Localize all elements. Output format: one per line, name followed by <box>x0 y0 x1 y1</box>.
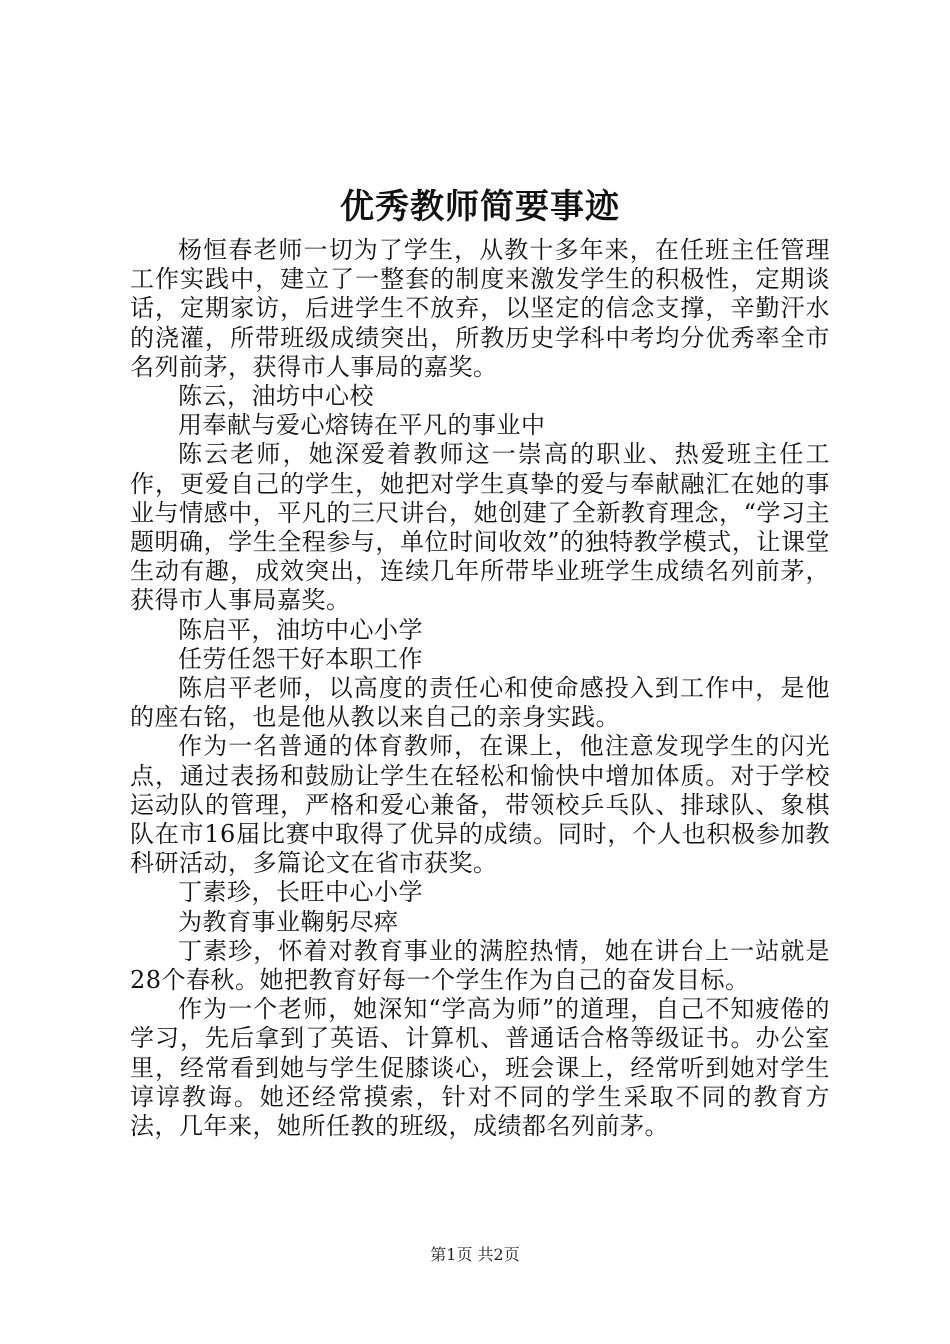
teacher-name-chen-yun: 陈云，油坊中心校 <box>178 382 374 411</box>
teacher-name-chen-qiping: 陈启平，油坊中心小学 <box>178 615 423 644</box>
section-heading-ding-suzhen: 为教育事业鞠躬尽瘁 <box>178 907 399 936</box>
paragraph-chen-yun: 陈云老师，她深爱着教师这一崇高的职业、热爱班主任工作，更爱自己的学生，她把对学生真挚的爱与奉献融汇在她的事业与情感中，平凡的三尺讲台，她创建了全新教育理念，“学习主题明确，学生全程参与，单位时间收效”的独特教学模式，让课堂生动有趣，成效突出，连续几年所带毕业班学生成绩名列前茅，获得市人事局嘉奖。 <box>130 440 830 615</box>
paragraph-ding-suzhen-work: 作为一个老师，她深知“学高为师”的道理，自己不知疲倦的学习，先后拿到了英语、计算机、普通话合格等级证书。办公室里，经常看到她与学生促膝谈心，班会课上，经常听到她对学生谆谆教诲。她还经常摸索，针对不同的学生采取不同的教育方法，几年来，她所任教的班级，成绩都名列前茅。 <box>130 995 830 1141</box>
document-body <box>130 182 830 1141</box>
paragraph-chen-qiping-work: 作为一名普通的体育教师，在课上，他注意发现学生的闪光点，通过表扬和鼓励让学生在轻松和愉快中增加体质。对于学校运动队的管理，严格和爱心兼备，带领校乒乓队、排球队、象棋队在市16届比赛中取得了优异的成绩。同时，个人也积极参加教科研活动，多篇论文在省市获奖。 <box>130 732 830 878</box>
paragraph-yang-hengchun: 杨恒春老师一切为了学生，从教十多年来，在任班主任管理工作实践中，建立了一整套的制度来激发学生的积极性，定期谈话，定期家访，后进学生不放弃，以坚定的信念支撑，辛勤汗水的浇灌，所带班级成绩突出，所教历史学科中考均分优秀率全市名列前茅，获得市人事局的嘉奖。 <box>130 236 830 381</box>
page-number-footer: 第1页 共2页 <box>430 1245 520 1264</box>
teacher-name-ding-suzhen: 丁素珍，长旺中心小学 <box>178 878 423 907</box>
section-heading-chen-qiping: 任劳任怨干好本职工作 <box>178 644 423 673</box>
paragraph-chen-qiping-motto: 陈启平老师，以高度的责任心和使命感投入到工作中，是他的座右铭，也是他从教以来自己的亲身实践。 <box>130 674 830 732</box>
document-title: 优秀教师简要事迹 <box>340 187 620 227</box>
paragraph-ding-suzhen-intro: 丁素珍，怀着对教育事业的满腔热情，她在讲台上一站就是28个春秋。她把教育好每一个学生作为自己的奋发目标。 <box>130 936 830 995</box>
section-heading-chen-yun: 用奉献与爱心熔铸在平凡的事业中 <box>178 411 546 440</box>
